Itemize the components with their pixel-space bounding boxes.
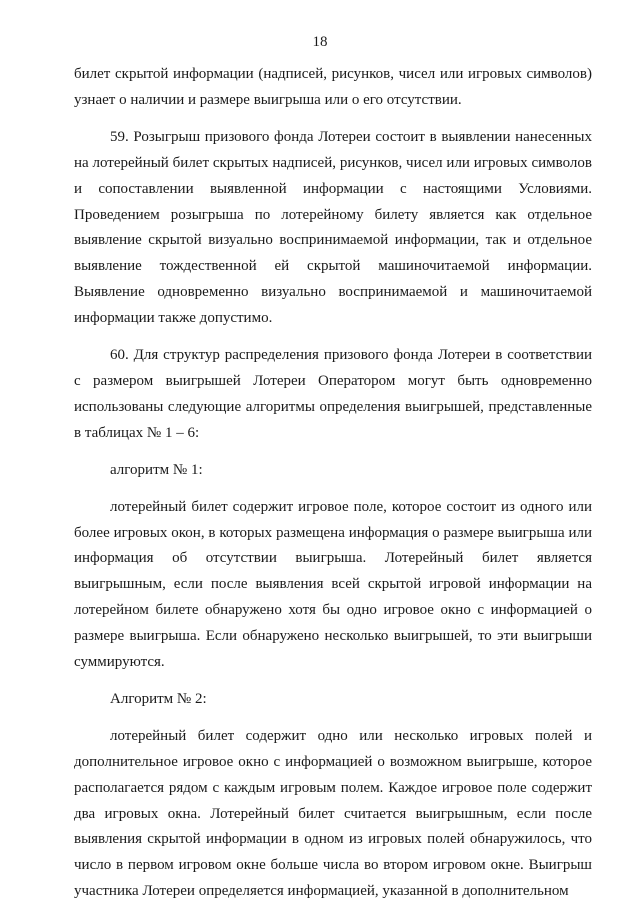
paragraph-item-59: 59. Розыгрыш призового фонда Лотереи состоит в выявлении нанесенных на лотерейный билет скрытых надписей, рисунков, чисел или игровых символов и сопоставлении выявленной информации с настоящими Условиями. Проведением розыгрыша по лотерейному билету является как отдельное выявление скрытой визуально воспринимаемой информации, так и отдельное выявление тождественной ей скрытой машиночитаемой информации. Выявление одновременно визуально воспринимаемой и машиночитаемой информации также допустимо. bbox=[74, 128, 592, 327]
algorithm-1-description: лотерейный билет содержит игровое поле, которое состоит из одного или более игровых окон, в которых размещена информация о размере выигрыша или информация об отсутствии выигрыша. Лотерейный билет является выигрышным, если после выявления всей скрытой игровой информации на лотерейном билете обнаружено хотя бы одно игровое окно с информацией о размере выигрыша. Если обнаружено несколько выигрышей, то эти выигрыши суммируются. bbox=[74, 498, 592, 671]
document-body bbox=[74, 62, 592, 905]
algorithm-2-heading: Алгоритм № 2: bbox=[110, 690, 207, 707]
paragraph-item-60: 60. Для структур распределения призового фонда Лотереи в соответствии с размером выигрышей Лотереи Оператором могут быть одновременно использованы следующие алгоритмы определения выигрышей, представленные в таблицах № 1 – 6: bbox=[74, 347, 592, 441]
paragraph-continuation: билет скрытой информации (надписей, рисунков, чисел или игровых символов) узнает о наличии и размере выигрыша или о его отсутствии. bbox=[74, 66, 592, 108]
page-number: 18 bbox=[312, 34, 328, 50]
algorithm-1-heading: алгоритм № 1: bbox=[110, 461, 203, 478]
algorithm-2-description: лотерейный билет содержит одно или несколько игровых полей и дополнительное игровое окно с информацией о возможном выигрыше, которое располагается рядом с каждым игровым полем. Каждое игровое поле содержит два игровых окна. Лотерейный билет считается выигрышным, если после выявления скрытой информации в одном из игровых полей обнаружилось, что число в первом игровом окне больше числа во втором игровом окне. Выигрыш участника Лотереи определяется информацией, указанной в дополнительном bbox=[74, 727, 592, 900]
